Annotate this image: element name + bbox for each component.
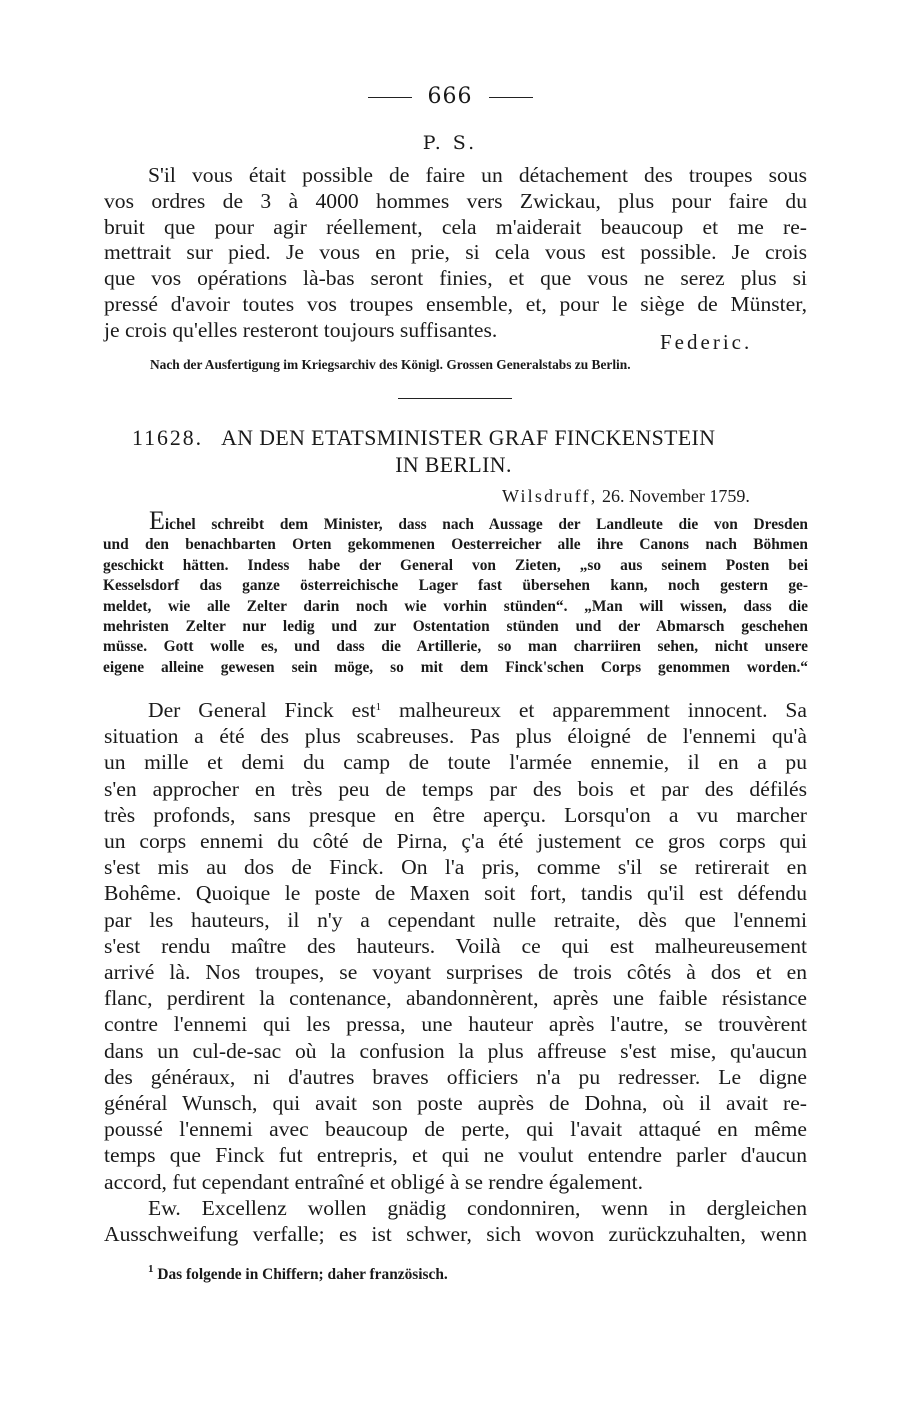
summary-line: und den benachbarten Orten gekommenen Oesterreicher alle ihre Canons nach Böhmen: [103, 536, 808, 554]
date: 26. November 1759.: [601, 486, 750, 506]
footnote-mark: 1: [148, 1263, 154, 1275]
body-line: s'est mis au dos de Finck. On l'a pris, comme s'il se retirerait en: [104, 855, 807, 880]
summary-line: geschickt hätten. Indess habe der General von Zieten, „so aus seinem Posten bei: [103, 556, 808, 574]
ps-line: que vos opérations là-bas seront finies, et que vous ne serez plus si: [104, 266, 807, 291]
body-line: situation a été des plus scabreuses. Pas plus éloigné de l'ennemi qu'à: [104, 724, 807, 749]
body-line: Ew. Excellenz wollen gnädig condonniren, wenn in dergleichen: [148, 1195, 807, 1220]
body-line: arrivé là. Nos troupes, se voyant surprises de trois côtés à dos et en: [104, 960, 807, 985]
letter-number: 11628.: [132, 426, 204, 450]
header-dash-right: [489, 97, 533, 98]
body-line: général Wunsch, qui avait son poste auprès de Dohna, où il avait re-: [104, 1091, 807, 1116]
ps-line: vos ordres de 3 à 4000 hommes vers Zwickau, plus pour faire du: [104, 188, 807, 213]
body-line: Der General Finck est$^1$ malheureux et apparemment innocent. Sa: [148, 698, 807, 722]
page-header: [0, 84, 900, 109]
letter-title-line2: IN BERLIN.: [395, 453, 512, 477]
body-line: temps que Finck fut entrepris, et qui ne voulut entendre parler d'aucun: [104, 1143, 807, 1168]
place: Wilsdruff,: [502, 486, 598, 506]
body-line: poussé l'ennemi avec beaucoup de perte, qui l'avait attaqué en même: [104, 1117, 807, 1142]
ps-paragraph: [104, 163, 807, 344]
section-divider: [398, 398, 512, 399]
page-number: 666: [427, 84, 473, 109]
ps-line: bruit que pour agir réellement, cela m'aiderait beaucoup et me re-: [104, 214, 807, 239]
editor-summary: [103, 506, 808, 678]
summary-line: mehristen Zelter nur ledig und zur Ostentation stünden und der Abmarsch geschehen: [103, 618, 808, 636]
ps-line: je crois qu'elles resteront toujours suffisantes.: [104, 317, 498, 342]
footnote-reference: 1: [375, 701, 382, 713]
letter-body: [104, 697, 807, 1247]
body-line: des généraux, ni d'autres braves officiers n'a pu redresser. Le digne: [104, 1064, 807, 1089]
ps-line: mettrait sur pied. Je vous en prie, si cela vous est possible. Je crois: [104, 240, 807, 265]
ps-title: P. S.: [422, 132, 478, 154]
body-line: dans un cul-de-sac où la confusion la plus affreuse s'est mise, qu'aucun: [104, 1038, 807, 1063]
body-line: Bohême. Quoique le poste de Maxen soit fort, tandis qu'il est défendu: [104, 881, 807, 906]
ps-line: pressé d'avoir toutes vos troupes ensemble, et, pour le siège de Münster,: [104, 291, 807, 316]
body-line: par les hauteurs, il n'y a cependant nulle retraite, dès que l'ennemi: [104, 907, 807, 932]
summary-line: Kesselsdorf das ganze österreichische Lager fast übersehen kann, noch gestern ge-: [103, 577, 808, 595]
summary-line: müsse. Gott wolle es, und dass die Artillerie, so man charriiren sehen, nicht unsere: [103, 638, 808, 656]
body-line: un mille et demi du camp de toute l'armée ennemie, il en a pu: [104, 750, 807, 775]
body-line: contre l'ennemi qui les pressa, une hauteur après l'autre, se trouvèrent: [104, 1012, 807, 1037]
body-line: un corps ennemi du côté de Pirna, ç'a été justement ce gros corps qui: [104, 829, 807, 854]
source-note: Nach der Ausfertigung im Kriegsarchiv des Königl. Grossen Generalstabs zu Berlin.: [150, 357, 631, 372]
body-line: flanc, perdirent la contenance, abandonnèrent, après une faible résistance: [104, 986, 807, 1011]
body-line: Ausschweifung verfalle; es ist schwer, sich wovon zurückzuhalten, wenn: [104, 1222, 807, 1247]
summary-line: meldet, wie alle Zelter darin noch wie vorhin stünden“. „Man will wissen, dass die: [103, 597, 808, 615]
place-date: [502, 486, 750, 507]
body-line: très profonds, sans presque en être aperçu. Lorsqu'on a vu marcher: [104, 802, 807, 827]
summary-line: Eichel schreibt dem Minister, dass nach Aussage der Landleute die von Dresden: [149, 506, 808, 535]
signature: Federic.: [660, 330, 753, 354]
body-line: accord, fut cependant entraîné et obligé à se rendre également.: [104, 1169, 643, 1194]
footnote-text: Das folgende in Chiffern; daher französisch.: [157, 1266, 448, 1283]
body-line: s'en approcher en très peu de temps par des bois et par des défilés: [104, 776, 807, 801]
header-dash-left: [368, 97, 412, 98]
footnote: [148, 1263, 448, 1284]
letter-title-line1: AN DEN ETATSMINISTER GRAF FINCKENSTEIN: [221, 426, 716, 450]
ps-line: S'il vous était possible de faire un détachement des troupes sous: [148, 163, 807, 187]
letter-heading: [100, 426, 807, 478]
summary-line: eigene alleine gewesen sein möge, so mit dem Finck'schen Corps genommen worden.“: [103, 658, 808, 676]
drop-cap: E: [149, 506, 165, 535]
body-line: s'est rendu maître des hauteurs. Voilà ce qui est malheureusement: [104, 933, 807, 958]
